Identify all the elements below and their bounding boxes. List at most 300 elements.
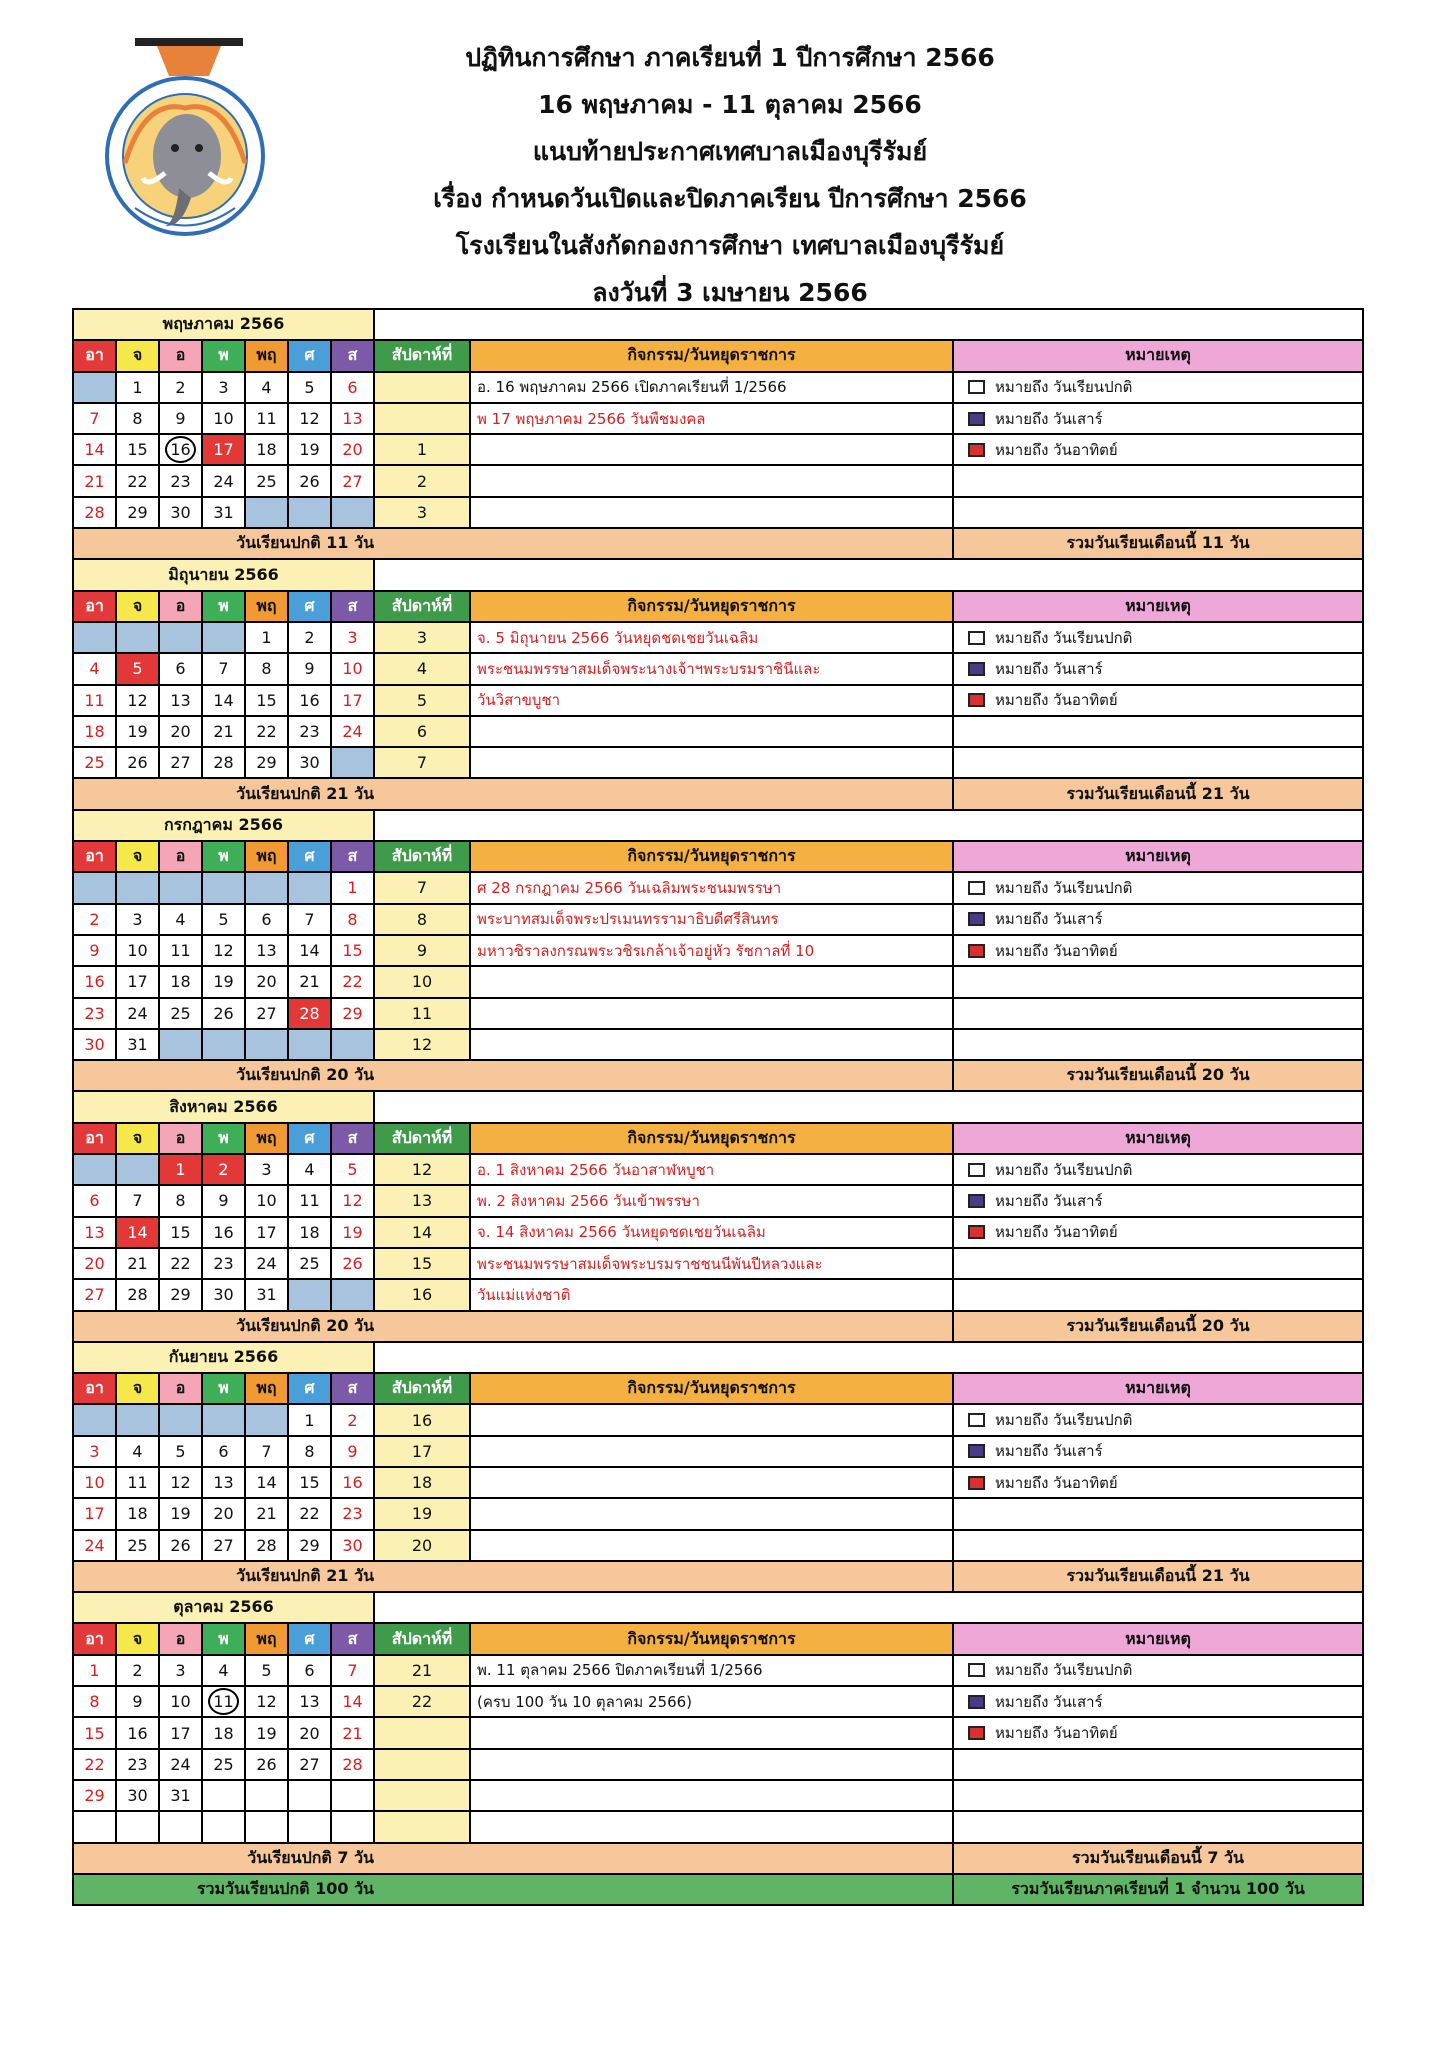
day-cell: 5 [288, 372, 331, 403]
day-cell: 24 [159, 1749, 202, 1780]
legend-label: หมายถึง วันอาทิตย์ [995, 440, 1118, 459]
month-summary-row [73, 1843, 1363, 1874]
day-cell: 5 [202, 904, 245, 935]
day-cell: 14 [245, 1467, 288, 1498]
day-cell: 17 [245, 1217, 288, 1248]
activity-text [470, 1530, 953, 1561]
legend-cell [953, 403, 1363, 434]
day-cell: 24 [331, 716, 374, 747]
day-cell: 29 [331, 998, 374, 1029]
day-cell: 8 [73, 1686, 116, 1717]
day-cell: 10 [116, 935, 159, 966]
day-cell: 25 [159, 998, 202, 1029]
legend-cell [953, 653, 1363, 684]
day-cell: 1 [73, 1655, 116, 1686]
day-cell: 14 [116, 1217, 159, 1248]
activity-text: พระชนมพรรษาสมเด็จพระนางเจ้าฯพระบรมราชินีและ [470, 653, 953, 684]
empty-day-cell [73, 622, 116, 653]
week-row [73, 1279, 1363, 1310]
activity-text [470, 998, 953, 1029]
day-header: ส [331, 1123, 374, 1154]
day-cell: 18 [159, 966, 202, 997]
empty-day-cell [288, 1279, 331, 1310]
day-cell: 23 [159, 465, 202, 496]
empty-day-cell [202, 1404, 245, 1435]
week-row [73, 935, 1363, 966]
day-cell: 27 [73, 1279, 116, 1310]
week-row [73, 622, 1363, 653]
week-number: 22 [374, 1686, 470, 1717]
empty-day-cell [245, 1811, 288, 1842]
week-number [374, 1717, 470, 1748]
day-cell: 3 [116, 904, 159, 935]
day-cell: 6 [288, 1655, 331, 1686]
activity-text: วันแม่แห่งชาติ [470, 1279, 953, 1310]
empty-day-cell [73, 372, 116, 403]
empty-day-cell [331, 1279, 374, 1310]
empty-day-cell [331, 747, 374, 778]
column-header-row [73, 340, 1363, 371]
day-cell: 2 [159, 372, 202, 403]
day-cell: 23 [331, 1498, 374, 1529]
day-cell: 11 [116, 1467, 159, 1498]
month-title-spacer [374, 559, 1363, 590]
day-cell: 9 [73, 935, 116, 966]
day-cell: 3 [202, 372, 245, 403]
day-cell: 9 [202, 1185, 245, 1216]
empty-day-cell [159, 1029, 202, 1060]
day-cell: 22 [73, 1749, 116, 1780]
day-header: อา [73, 591, 116, 622]
day-cell: 15 [245, 685, 288, 716]
day-cell: 15 [288, 1467, 331, 1498]
day-cell: 15 [73, 1717, 116, 1748]
day-cell: 31 [202, 497, 245, 528]
day-cell: 26 [245, 1749, 288, 1780]
week-row [73, 747, 1363, 778]
day-cell: 13 [73, 1217, 116, 1248]
legend-cell [953, 1655, 1363, 1686]
day-cell: 23 [73, 998, 116, 1029]
legend-swatch [968, 693, 985, 707]
day-header: ส [331, 340, 374, 371]
day-cell: 13 [245, 935, 288, 966]
month-summary-row [73, 1311, 1363, 1342]
week-number [374, 1749, 470, 1780]
day-cell: 29 [245, 747, 288, 778]
activity-text [470, 434, 953, 465]
empty-day-cell [288, 872, 331, 903]
day-cell: 28 [202, 747, 245, 778]
day-header: ศ [288, 340, 331, 371]
week-row [73, 1811, 1363, 1842]
week-row [73, 1154, 1363, 1185]
month-title-spacer [374, 1592, 1363, 1623]
day-cell [202, 1686, 245, 1717]
day-cell: 28 [288, 998, 331, 1029]
day-cell: 22 [288, 1498, 331, 1529]
legend-cell [953, 497, 1363, 528]
empty-day-cell [202, 622, 245, 653]
day-cell: 12 [288, 403, 331, 434]
day-header: พ [202, 1373, 245, 1404]
document-header [380, 34, 1080, 316]
day-cell: 3 [245, 1154, 288, 1185]
day-cell: 31 [116, 1029, 159, 1060]
day-cell: 28 [73, 497, 116, 528]
day-header: จ [116, 841, 159, 872]
legend-cell [953, 1217, 1363, 1248]
day-cell: 7 [288, 904, 331, 935]
day-cell: 26 [288, 465, 331, 496]
empty-day-cell [288, 1780, 331, 1811]
day-cell: 21 [202, 716, 245, 747]
legend-cell [953, 1717, 1363, 1748]
empty-day-cell [73, 1154, 116, 1185]
empty-day-cell [202, 1811, 245, 1842]
day-cell: 8 [245, 653, 288, 684]
week-number: 12 [374, 1154, 470, 1185]
day-cell: 5 [159, 1436, 202, 1467]
activity-text [470, 497, 953, 528]
day-cell: 21 [73, 465, 116, 496]
month-title: กันยายน 2566 [73, 1342, 374, 1373]
activity-text: พระบาทสมเด็จพระปรเมนทรรามาธิบดีศรีสินทร [470, 904, 953, 935]
empty-day-cell [116, 1154, 159, 1185]
week-row [73, 872, 1363, 903]
week-row [73, 372, 1363, 403]
empty-day-cell [331, 1029, 374, 1060]
legend-cell [953, 434, 1363, 465]
day-header: อ [159, 340, 202, 371]
day-cell: 16 [202, 1217, 245, 1248]
day-header: ศ [288, 841, 331, 872]
day-cell: 17 [159, 1717, 202, 1748]
month-title-row [73, 1342, 1363, 1373]
week-number: 1 [374, 434, 470, 465]
note-header: หมายเหตุ [953, 1123, 1363, 1154]
day-cell: 15 [116, 434, 159, 465]
month-title: ตุลาคม 2566 [73, 1592, 374, 1623]
day-cell: 4 [245, 372, 288, 403]
day-cell: 11 [159, 935, 202, 966]
month-title: กรกฎาคม 2566 [73, 810, 374, 841]
week-number: 8 [374, 904, 470, 935]
week-number: 15 [374, 1248, 470, 1279]
empty-day-cell [116, 1811, 159, 1842]
header-line-1: ปฏิทินการศึกษา ภาคเรียนที่ 1 ปีการศึกษา 2566 [465, 43, 995, 72]
week-header: สัปดาห์ที่ [374, 841, 470, 872]
legend-label: หมายถึง วันเสาร์ [995, 409, 1103, 428]
day-cell: 10 [202, 403, 245, 434]
day-header: พ [202, 1623, 245, 1654]
semester-total-row [73, 1874, 1363, 1905]
day-cell: 6 [331, 372, 374, 403]
legend-label: หมายถึง วันเสาร์ [995, 659, 1103, 678]
legend-cell [953, 1811, 1363, 1842]
day-cell: 28 [331, 1749, 374, 1780]
semester-total-days: รวมวันเรียนภาคเรียนที่ 1 จำนวน 100 วัน [953, 1874, 1363, 1905]
day-cell: 7 [331, 1655, 374, 1686]
day-cell: 4 [116, 1436, 159, 1467]
week-number: 19 [374, 1498, 470, 1529]
note-header: หมายเหตุ [953, 340, 1363, 371]
day-cell: 26 [331, 1248, 374, 1279]
day-cell: 25 [288, 1248, 331, 1279]
note-header: หมายเหตุ [953, 841, 1363, 872]
day-cell: 1 [245, 622, 288, 653]
day-cell: 14 [331, 1686, 374, 1717]
month-title-spacer [374, 1091, 1363, 1122]
day-cell: 8 [288, 1436, 331, 1467]
circled-date: 16 [165, 436, 196, 463]
activity-text [470, 1749, 953, 1780]
regular-days-summary: วันเรียนปกติ 11 วัน [73, 528, 374, 559]
column-header-row [73, 591, 1363, 622]
day-header: พ [202, 591, 245, 622]
legend-label: หมายถึง วันอาทิตย์ [995, 1223, 1118, 1242]
day-cell: 19 [116, 716, 159, 747]
legend-cell [953, 1749, 1363, 1780]
legend-cell [953, 465, 1363, 496]
month-summary-row [73, 1561, 1363, 1592]
day-cell: 9 [116, 1686, 159, 1717]
activity-text: อ. 16 พฤษภาคม 2566 เปิดภาคเรียนที่ 1/2566 [470, 372, 953, 403]
day-header: จ [116, 1123, 159, 1154]
day-header: ศ [288, 591, 331, 622]
day-cell: 19 [202, 966, 245, 997]
empty-day-cell [288, 1029, 331, 1060]
day-cell: 12 [116, 685, 159, 716]
day-cell: 7 [245, 1436, 288, 1467]
activity-header: กิจกรรม/วันหยุดราชการ [470, 841, 953, 872]
week-number: 12 [374, 1029, 470, 1060]
day-header: ส [331, 841, 374, 872]
empty-day-cell [73, 872, 116, 903]
day-cell: 26 [116, 747, 159, 778]
activity-text: พ. 2 สิงหาคม 2566 วันเข้าพรรษา [470, 1185, 953, 1216]
week-row [73, 1248, 1363, 1279]
legend-label: หมายถึง วันเรียนปกติ [995, 378, 1133, 397]
legend-label: หมายถึง วันเสาร์ [995, 1191, 1103, 1210]
legend-cell [953, 966, 1363, 997]
day-cell: 6 [202, 1436, 245, 1467]
total-regular-days: รวมวันเรียนปกติ 100 วัน [73, 1874, 374, 1905]
activity-text: (ครบ 100 วัน 10 ตุลาคม 2566) [470, 1686, 953, 1717]
week-row [73, 1185, 1363, 1216]
day-header: ศ [288, 1623, 331, 1654]
header-line-3: แนบท้ายประกาศเทศบาลเมืองบุรีรัมย์ [532, 137, 928, 166]
day-cell: 20 [202, 1498, 245, 1529]
day-cell: 22 [159, 1248, 202, 1279]
legend-label: หมายถึง วันเรียนปกติ [995, 628, 1133, 647]
day-cell: 6 [73, 1185, 116, 1216]
legend-cell [953, 1686, 1363, 1717]
day-cell: 3 [331, 622, 374, 653]
empty-day-cell [331, 497, 374, 528]
academic-calendar-table [72, 308, 1364, 1906]
day-cell: 15 [159, 1217, 202, 1248]
week-row [73, 465, 1363, 496]
empty-day-cell [202, 872, 245, 903]
legend-cell [953, 935, 1363, 966]
empty-day-cell [245, 1780, 288, 1811]
day-cell: 19 [159, 1498, 202, 1529]
day-cell: 4 [159, 904, 202, 935]
month-title-row [73, 309, 1363, 340]
week-number: 13 [374, 1185, 470, 1216]
month-title-row [73, 1091, 1363, 1122]
day-cell: 17 [116, 966, 159, 997]
day-cell: 5 [116, 653, 159, 684]
activity-header: กิจกรรม/วันหยุดราชการ [470, 340, 953, 371]
note-header: หมายเหตุ [953, 591, 1363, 622]
empty-day-cell [331, 1811, 374, 1842]
legend-swatch [968, 1695, 985, 1709]
month-title-spacer [374, 1342, 1363, 1373]
day-cell: 13 [202, 1467, 245, 1498]
empty-day-cell [245, 497, 288, 528]
week-row [73, 1686, 1363, 1717]
regular-days-summary: วันเรียนปกติ 20 วัน [73, 1311, 374, 1342]
month-total-summary: รวมวันเรียนเดือนนี้ 7 วัน [953, 1843, 1363, 1874]
legend-swatch [968, 1225, 985, 1239]
day-cell: 7 [116, 1185, 159, 1216]
week-row [73, 966, 1363, 997]
day-cell: 16 [116, 1717, 159, 1748]
day-cell: 22 [331, 966, 374, 997]
legend-swatch [968, 912, 985, 926]
day-cell: 18 [73, 716, 116, 747]
month-total-summary: รวมวันเรียนเดือนนี้ 20 วัน [953, 1060, 1363, 1091]
day-cell: 11 [73, 685, 116, 716]
day-cell: 29 [73, 1780, 116, 1811]
day-header: พฤ [245, 1373, 288, 1404]
activity-text [470, 1029, 953, 1060]
day-cell: 12 [159, 1467, 202, 1498]
activity-text: พระชนมพรรษาสมเด็จพระบรมราชชนนีพันปีหลวงและ [470, 1248, 953, 1279]
week-number: 2 [374, 465, 470, 496]
activity-text: ศ 28 กรกฎาคม 2566 วันเฉลิมพระชนมพรรษา [470, 872, 953, 903]
week-row [73, 1780, 1363, 1811]
day-header: ส [331, 1373, 374, 1404]
day-cell: 20 [73, 1248, 116, 1279]
day-cell: 23 [202, 1248, 245, 1279]
day-cell: 9 [331, 1436, 374, 1467]
activity-text [470, 747, 953, 778]
day-cell: 28 [116, 1279, 159, 1310]
day-cell: 30 [159, 497, 202, 528]
day-cell: 16 [288, 685, 331, 716]
column-header-row [73, 1623, 1363, 1654]
day-cell: 24 [73, 1530, 116, 1561]
week-number [374, 1811, 470, 1842]
legend-swatch [968, 443, 985, 457]
day-cell: 2 [288, 622, 331, 653]
day-cell: 27 [159, 747, 202, 778]
day-cell: 4 [288, 1154, 331, 1185]
legend-swatch [968, 1726, 985, 1740]
week-row [73, 1029, 1363, 1060]
empty-day-cell [73, 1404, 116, 1435]
week-row [73, 998, 1363, 1029]
week-row [73, 1530, 1363, 1561]
day-cell: 16 [331, 1467, 374, 1498]
day-header: อ [159, 841, 202, 872]
legend-swatch [968, 881, 985, 895]
month-summary-row [73, 1060, 1363, 1091]
activity-text [470, 966, 953, 997]
legend-cell [953, 1436, 1363, 1467]
legend-swatch [968, 662, 985, 676]
activity-header: กิจกรรม/วันหยุดราชการ [470, 1623, 953, 1654]
activity-text: อ. 1 สิงหาคม 2566 วันอาสาฬหบูชา [470, 1154, 953, 1185]
day-header: พฤ [245, 1623, 288, 1654]
activity-text [470, 1467, 953, 1498]
day-cell: 14 [73, 434, 116, 465]
empty-day-cell [159, 1404, 202, 1435]
day-cell: 2 [116, 1655, 159, 1686]
legend-label: หมายถึง วันเสาร์ [995, 910, 1103, 929]
day-cell: 19 [245, 1717, 288, 1748]
legend-label: หมายถึง วันเสาร์ [995, 1442, 1103, 1461]
column-header-row [73, 1373, 1363, 1404]
day-header: อ [159, 1373, 202, 1404]
month-title-row [73, 810, 1363, 841]
day-cell: 25 [245, 465, 288, 496]
day-cell: 18 [245, 434, 288, 465]
day-header: ส [331, 591, 374, 622]
legend-label: หมายถึง วันเรียนปกติ [995, 1661, 1133, 1680]
week-row [73, 1498, 1363, 1529]
day-header: จ [116, 1373, 159, 1404]
legend-swatch [968, 1194, 985, 1208]
day-cell: 22 [245, 716, 288, 747]
empty-day-cell [245, 872, 288, 903]
legend-cell [953, 1185, 1363, 1216]
month-title: พฤษภาคม 2566 [73, 309, 374, 340]
week-number: 9 [374, 935, 470, 966]
week-number: 7 [374, 747, 470, 778]
day-cell: 20 [159, 716, 202, 747]
week-row [73, 1436, 1363, 1467]
legend-label: หมายถึง วันอาทิตย์ [995, 941, 1118, 960]
day-cell: 6 [159, 653, 202, 684]
month-title-row [73, 559, 1363, 590]
day-header: ส [331, 1623, 374, 1654]
week-number: 14 [374, 1217, 470, 1248]
day-cell: 18 [288, 1217, 331, 1248]
day-cell: 30 [73, 1029, 116, 1060]
day-cell: 9 [159, 403, 202, 434]
header-line-5: โรงเรียนในสังกัดกองการศึกษา เทศบาลเมืองบุรีรัมย์ [455, 231, 1005, 260]
legend-cell [953, 747, 1363, 778]
regular-days-summary: วันเรียนปกติ 20 วัน [73, 1060, 374, 1091]
day-cell: 4 [202, 1655, 245, 1686]
legend-cell [953, 1248, 1363, 1279]
day-cell: 17 [331, 685, 374, 716]
legend-cell [953, 1154, 1363, 1185]
day-cell: 7 [202, 653, 245, 684]
day-header: พฤ [245, 591, 288, 622]
day-cell: 28 [245, 1530, 288, 1561]
day-cell: 18 [116, 1498, 159, 1529]
day-cell: 1 [331, 872, 374, 903]
column-header-row [73, 1123, 1363, 1154]
month-total-summary: รวมวันเรียนเดือนนี้ 21 วัน [953, 1561, 1363, 1592]
week-number: 16 [374, 1279, 470, 1310]
legend-swatch [968, 412, 985, 426]
